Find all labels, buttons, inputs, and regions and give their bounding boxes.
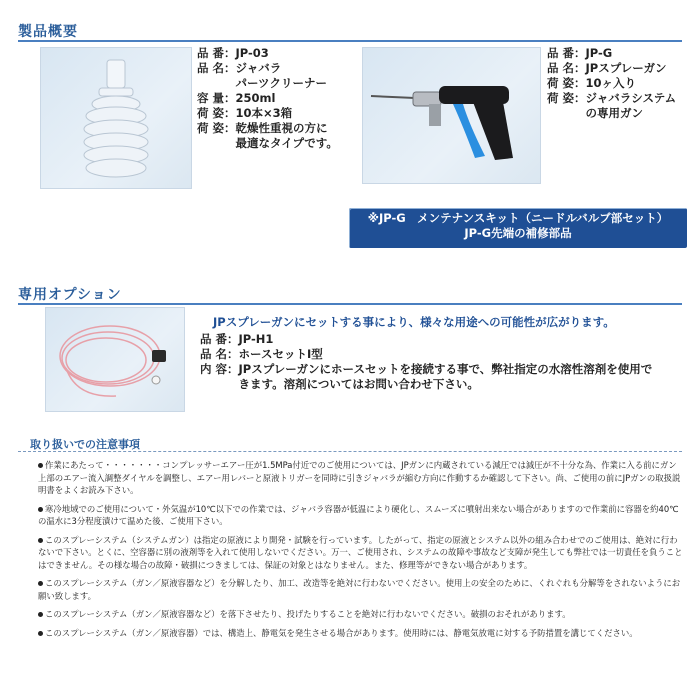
- spec-value: 乾燥性重視の方に 最適なタイプです。: [235, 121, 338, 150]
- product-photo-jp03: [40, 47, 192, 189]
- notes-divider: [18, 451, 682, 453]
- spec-row: [197, 121, 357, 151]
- product-photo-jpg: [362, 47, 541, 184]
- note-text: このスプレーシステム（システムガン）は指定の原液により開発・試験を行っています。したがって、指定の原液とシステム以外の組み合わせでのご使用は、絶対に行わないで下さい。とくに、空容器に別の液剤等を入れて使用しないでください。万一、ご使用され、システムの故障や事故など支障が発生しても弊社では一切責任を負うことはできません。その様な場合の故障・破損につきましては、保証の対象とはなりません。また、修理等ができない場合があります。: [38, 534, 683, 570]
- spec-row: [200, 332, 670, 347]
- spec-value: JPスプレーガンにホースセットを接続する事で、弊社指定の水溶性溶剤を使用で きます。溶剤についてはお問い合わせ下さい。: [238, 362, 653, 391]
- section-divider: [18, 40, 682, 42]
- spec-value: JP-03: [235, 46, 269, 60]
- spec-value: 250ml: [235, 91, 276, 105]
- spec-row: [200, 347, 670, 362]
- spec-value: ジャバラシステム の専用ガン: [585, 91, 677, 120]
- banner-line1: ※JP-G メンテナンスキット（ニードルバルブ部セット）: [367, 211, 669, 225]
- note-item: [38, 608, 684, 621]
- spec-value: ジャバラ パーツクリーナー: [235, 61, 327, 90]
- notes-list: [38, 459, 684, 645]
- spec-value: JP-G: [585, 46, 613, 60]
- spec-row: [197, 61, 357, 91]
- spec-label: 荷 姿：: [197, 106, 236, 120]
- bullet-icon: [38, 581, 43, 586]
- product-specs-jpg: [547, 46, 692, 121]
- spray-gun-icon: [363, 48, 540, 183]
- spec-value: JP-H1: [238, 332, 274, 346]
- maintenance-kit-banner: [349, 208, 687, 248]
- bullet-icon: [38, 612, 43, 617]
- note-text: 寒冷地域でのご使用について・外気温が10℃以下での作業では、ジャバラ容器が低温により硬化し、スムーズに噴射出来ない場合がありますので作業前に容器を約40℃の温水に3分程度漬けて温めた後、ご使用下さい。: [38, 503, 679, 526]
- spec-label: 品 名：: [200, 347, 239, 361]
- spec-label: 荷 姿：: [197, 121, 236, 135]
- spec-value: 10本×3箱: [235, 106, 293, 120]
- spec-row: [547, 46, 692, 61]
- note-item: [38, 459, 684, 497]
- note-item: [38, 534, 684, 572]
- spec-label: 品 番：: [197, 46, 236, 60]
- option-specs: [200, 332, 670, 392]
- spec-label: 品 番：: [547, 46, 586, 60]
- option-headline: JPスプレーガンにセットする事により、様々な用途への可能性が広がります。: [213, 315, 615, 329]
- product-specs-jp03: [197, 46, 357, 151]
- section-title-options: 専用オプション: [18, 287, 122, 303]
- spec-value: JPスプレーガン: [585, 61, 667, 75]
- note-item: [38, 627, 684, 640]
- spec-row: [547, 91, 692, 121]
- section-divider: [18, 303, 682, 305]
- spec-label: 品 名：: [197, 61, 236, 75]
- section-title-overview: 製品概要: [18, 24, 78, 40]
- bullet-icon: [38, 631, 43, 636]
- spec-row: [547, 76, 692, 91]
- bellows-bottle-icon: [41, 48, 191, 188]
- bullet-icon: [38, 507, 43, 512]
- spec-label: 荷 姿：: [547, 76, 586, 90]
- spec-label: 荷 姿：: [547, 91, 586, 105]
- bullet-icon: [38, 463, 43, 468]
- bullet-icon: [38, 538, 43, 543]
- spec-value: ホースセットⅠ型: [238, 347, 323, 361]
- spec-row: [197, 46, 357, 61]
- spec-row: [547, 61, 692, 76]
- notes-title: 取り扱いでの注意事項: [30, 438, 140, 451]
- note-item: [38, 503, 684, 528]
- note-item: [38, 577, 684, 602]
- hose-set-icon: [46, 308, 184, 411]
- option-photo-hose: [45, 307, 185, 412]
- spec-label: 品 番：: [200, 332, 239, 346]
- banner-line2: JP-G先端の補修部品: [464, 226, 572, 240]
- note-text: このスプレーシステム（ガン／原液容器など）を落下させたり、投げたりすることを絶対に行わないでください。破損のおそれがあります。: [45, 609, 571, 619]
- spec-label: 品 名：: [547, 61, 586, 75]
- note-text: 作業にあたって・・・・・・・コンプレッサーエアー圧が1.5MPa付近でのご使用については、JPガンに内蔵されている減圧では減圧が不十分な為、作業に入る前にガン上部のエアー流入調整ダイヤルを調整し、エアー用レバーと原液トリガーを同時に引きジャバラが縮む方向に作動するか確認して下さい。尚、ご使用の前にJPガンの取扱説明書をよくお読み下さい。: [38, 460, 681, 495]
- spec-row: [197, 106, 357, 121]
- spec-row: [200, 362, 670, 392]
- spec-label: 内 容：: [200, 362, 239, 376]
- spec-row: [197, 91, 357, 106]
- spec-label: 容 量：: [197, 91, 236, 105]
- note-text: このスプレーシステム（ガン／原液容器など）を分解したり、加工、改造等を絶対に行わないでください。使用上の安全のために、くれぐれも分解等をされないようにお願い致します。: [38, 578, 681, 601]
- spec-value: 10ヶ入り: [585, 76, 637, 90]
- note-text: このスプレーシステム（ガン／原液容器）では、構造上、静電気を発生させる場合があります。使用時には、静電気放電に対する予防措置を講じてください。: [45, 627, 638, 638]
